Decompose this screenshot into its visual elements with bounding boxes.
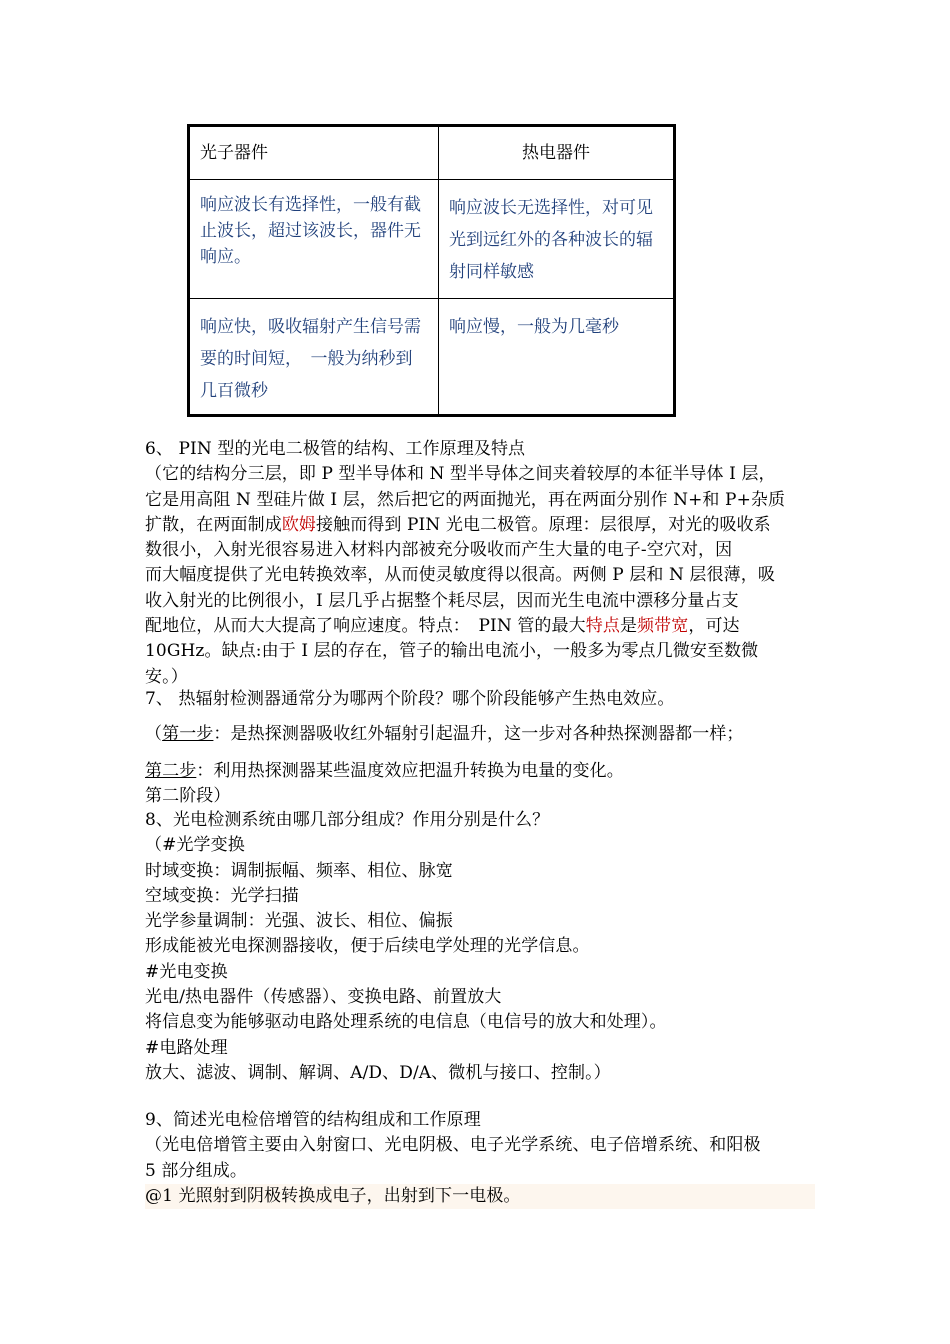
paragraph-line: #光电变换 <box>145 961 228 982</box>
table-header-row <box>190 127 673 179</box>
question-title: 7、 热辐射检测器通常分为哪两个阶段？哪个阶段能够产生热电效应。 <box>145 689 675 709</box>
paragraph-line: 5 部分组成。 <box>145 1160 247 1181</box>
question-8 <box>145 808 815 1086</box>
paragraph-line: 扩散，在两面制成欧姆接触而得到 PIN 光电二极管。原理：层很厚，对光的吸收系 <box>145 514 771 535</box>
highlighted-line: @1 光照射到阴极转换成电子，出射到下一电极。 <box>145 1184 815 1209</box>
highlight-term: 欧姆 <box>281 514 317 535</box>
table-cell: 响应波长有选择性，一般有截止波长，超过该波长，器件无响应。 <box>190 180 439 298</box>
paragraph-line: （#光学变换 <box>145 835 245 856</box>
paragraph-line: 它是用高阻 N 型硅片做 I 层，然后把它的两面抛光，再在两面分别作 N+和 P+杂质 <box>145 489 786 510</box>
paragraph-line: 配地位，从而大大提高了响应速度。特点： PIN 管的最大特点是频带宽，可达 <box>145 616 740 637</box>
paragraph-line: （它的结构分三层，即 P 型半导体和 N 型半导体之间夹着较厚的本征半导体 I 层， <box>145 464 776 485</box>
question-title: 8、光电检测系统由哪几部分组成？作用分别是什么？ <box>145 810 550 830</box>
paragraph-line: （光电倍增管主要由入射窗口、光电阴极、电子光学系统、电子倍增系统、和阳极 <box>145 1135 761 1156</box>
paragraph-line: 形成能被光电探测器接收，便于后续电学处理的光学信息。 <box>145 936 590 957</box>
paragraph-line: 第二阶段） <box>145 785 231 806</box>
paragraph-line: 将信息变为能够驱动电路处理系统的电信息（电信号的放大和处理）。 <box>145 1012 667 1033</box>
step-label: 第一步 <box>162 724 214 745</box>
paragraph-line: 收入射光的比例很小，I 层几乎占据整个耗尽层，因而光生电流中漂移分量占支 <box>145 590 739 611</box>
paragraph-line: 安。） <box>145 666 188 687</box>
table-row <box>190 179 673 298</box>
step-label: 第二步 <box>145 760 197 781</box>
paragraph-line: （第一步：是热探测器吸收红外辐射引起温升，这一步对各种热探测器都一样； <box>145 724 744 745</box>
paragraph-line: 时域变换：调制振幅、频率、相位、脉宽 <box>145 860 453 881</box>
table-cell: 响应快，吸收辐射产生信号需要的时间短， 一般为纳秒到几百微秒 <box>190 299 439 414</box>
highlight-term: 特点 <box>585 616 620 637</box>
paragraph-line: #电路处理 <box>145 1037 228 1058</box>
table-row <box>190 298 673 414</box>
paragraph-line: 放大、滤波、调制、解调、A/D、D/A、微机与接口、控制。） <box>145 1062 611 1083</box>
paragraph-line: 空域变换：光学扫描 <box>145 885 299 906</box>
question-6 <box>145 437 815 690</box>
paragraph-line: 第二步：利用热探测器某些温度效应把温升转换为电量的变化。 <box>145 760 624 781</box>
paragraph-line: 光学参量调制：光强、波长、相位、偏振 <box>145 911 453 932</box>
table-header-photon: 光子器件 <box>190 127 439 179</box>
question-7 <box>145 687 815 809</box>
paragraph-line: 数很小，入射光很容易进入材料内部被充分吸收而产生大量的电子-空穴对，因 <box>145 540 733 561</box>
question-title: 9、简述光电检倍增管的结构组成和工作原理 <box>145 1110 481 1130</box>
paragraph-line: 10GHz。缺点:由于 I 层的存在，管子的输出电流小，一般多为零点几微安至数微 <box>145 641 759 662</box>
table-header-thermal: 热电器件 <box>522 143 590 163</box>
paragraph-line: 光电/热电器件（传感器）、变换电路、前置放大 <box>145 987 502 1008</box>
highlight-term: 频带宽 <box>637 616 689 637</box>
comparison-table <box>187 124 676 417</box>
table-cell: 响应慢，一般为几毫秒 <box>449 317 619 337</box>
table-cell: 响应波长无选择性，对可见光到远红外的各种波长的辐射同样敏感 <box>449 198 653 282</box>
question-9 <box>145 1108 815 1209</box>
paragraph-line: 而大幅度提供了光电转换效率，从而使灵敏度得以很高。两侧 P 层和 N 层很薄，吸 <box>145 565 775 586</box>
question-title: 6、 PIN 型的光电二极管的结构、工作原理及特点 <box>145 439 526 459</box>
